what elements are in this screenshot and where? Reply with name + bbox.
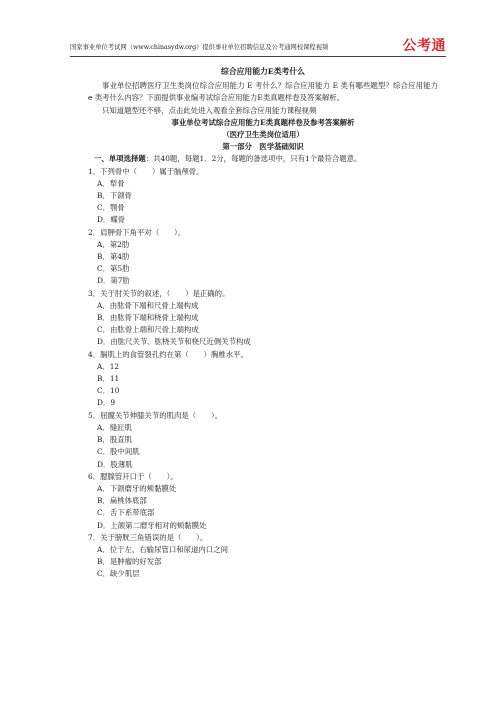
option: C．缺少肌层 [97,569,140,579]
option: C．颚骨 [97,203,125,213]
header-text: 国家事业单位考试网（www.chinasydw.org）提供事业单位招聘信息及公考通网校课程视频 [70,44,329,51]
option: B．股直肌 [97,435,132,445]
option: D．由肱尺关节、肱桡关节和桡尺近侧关节构成 [97,337,251,347]
option: C．由肱骨上端和尺骨上端构成 [97,325,199,335]
course-video-link[interactable]: 只知道题型还不够，点击此处进入观看全套综合应用能力课程视频 [102,105,317,115]
option: A．下颌磨牙的颊黏膜处 [97,483,177,493]
document-body [88,66,438,581]
question-5: 5．屈髋关节伸膝关节的肌肉是（ ）。 [88,410,223,420]
option: A．犁骨 [97,178,125,188]
option: A．12 [97,361,120,371]
page-title: 综合应用能力E类考什么 [221,67,305,76]
option: A．第2肋 [97,239,130,249]
option: B．是肿瘤的好发部 [97,557,162,567]
option: B．下颌骨 [97,191,132,201]
option: D．蝶骨 [97,215,126,225]
section-desc: ：共40题，每题1．2分，每题的备选项中，只有1个最符合题意。 [145,154,362,164]
section-heading: 一、单项选择题 [94,154,146,164]
option: D．股薄肌 [97,459,133,469]
page-header [70,38,446,57]
question-2: 2．肩胛骨下角平对（ ）。 [88,227,186,237]
section-title [88,153,438,165]
option: A．由肱骨下端和尺骨上端构成 [97,300,199,310]
option: B．11 [97,374,120,384]
part-title: 第一部分 医学基础知识 [222,142,304,152]
logo: 公考通 [402,38,446,54]
question-3: 3．关于肘关节的叙述，（ ）是正确的。 [88,288,230,298]
doc-title: 事业单位考试综合应用能力E类真题样卷及参考答案解析 [171,117,355,127]
doc-subtitle: （医疗卫生类岗位适用） [222,130,304,140]
question-1: 1．下列骨中（ ）属于脑颅骨。 [88,166,204,176]
option: A．位于左、右输尿管口和尿道内口之间 [97,544,228,554]
option: B．扁桃体底部 [97,496,147,506]
question-list [88,166,438,581]
option: C．股中间肌 [97,447,140,457]
intro-paragraph: 事业单位招聘医疗卫生类岗位综合应用能力 E 考什么？综合应用能力 E 类有哪些题型？综合应用能力 e 类考什么内容？下面提供事业编考试综合应用能力E类真题样卷及答案解析。 [88,81,438,103]
option: C．第5肋 [97,264,130,274]
option: B．第4肋 [97,252,130,262]
question-4: 4．膈肌上的食管裂孔约在第（ ）胸椎水平。 [88,349,248,359]
question-6: 6．腮腺管开口于（ ）。 [88,471,178,481]
option: D．9 [97,398,116,408]
option: C．舌下系带底部 [97,508,155,518]
option: D．第7肋 [97,276,130,286]
question-7: 7．关于膀胱三角错误的是（ ）。 [88,532,208,542]
option: A．缝匠肌 [97,422,132,432]
option: C．10 [97,386,120,396]
option: B．由肱骨下端和桡骨上端构成 [97,313,199,323]
option: D．上颌第二磨牙相对的颊黏膜处 [97,520,207,530]
